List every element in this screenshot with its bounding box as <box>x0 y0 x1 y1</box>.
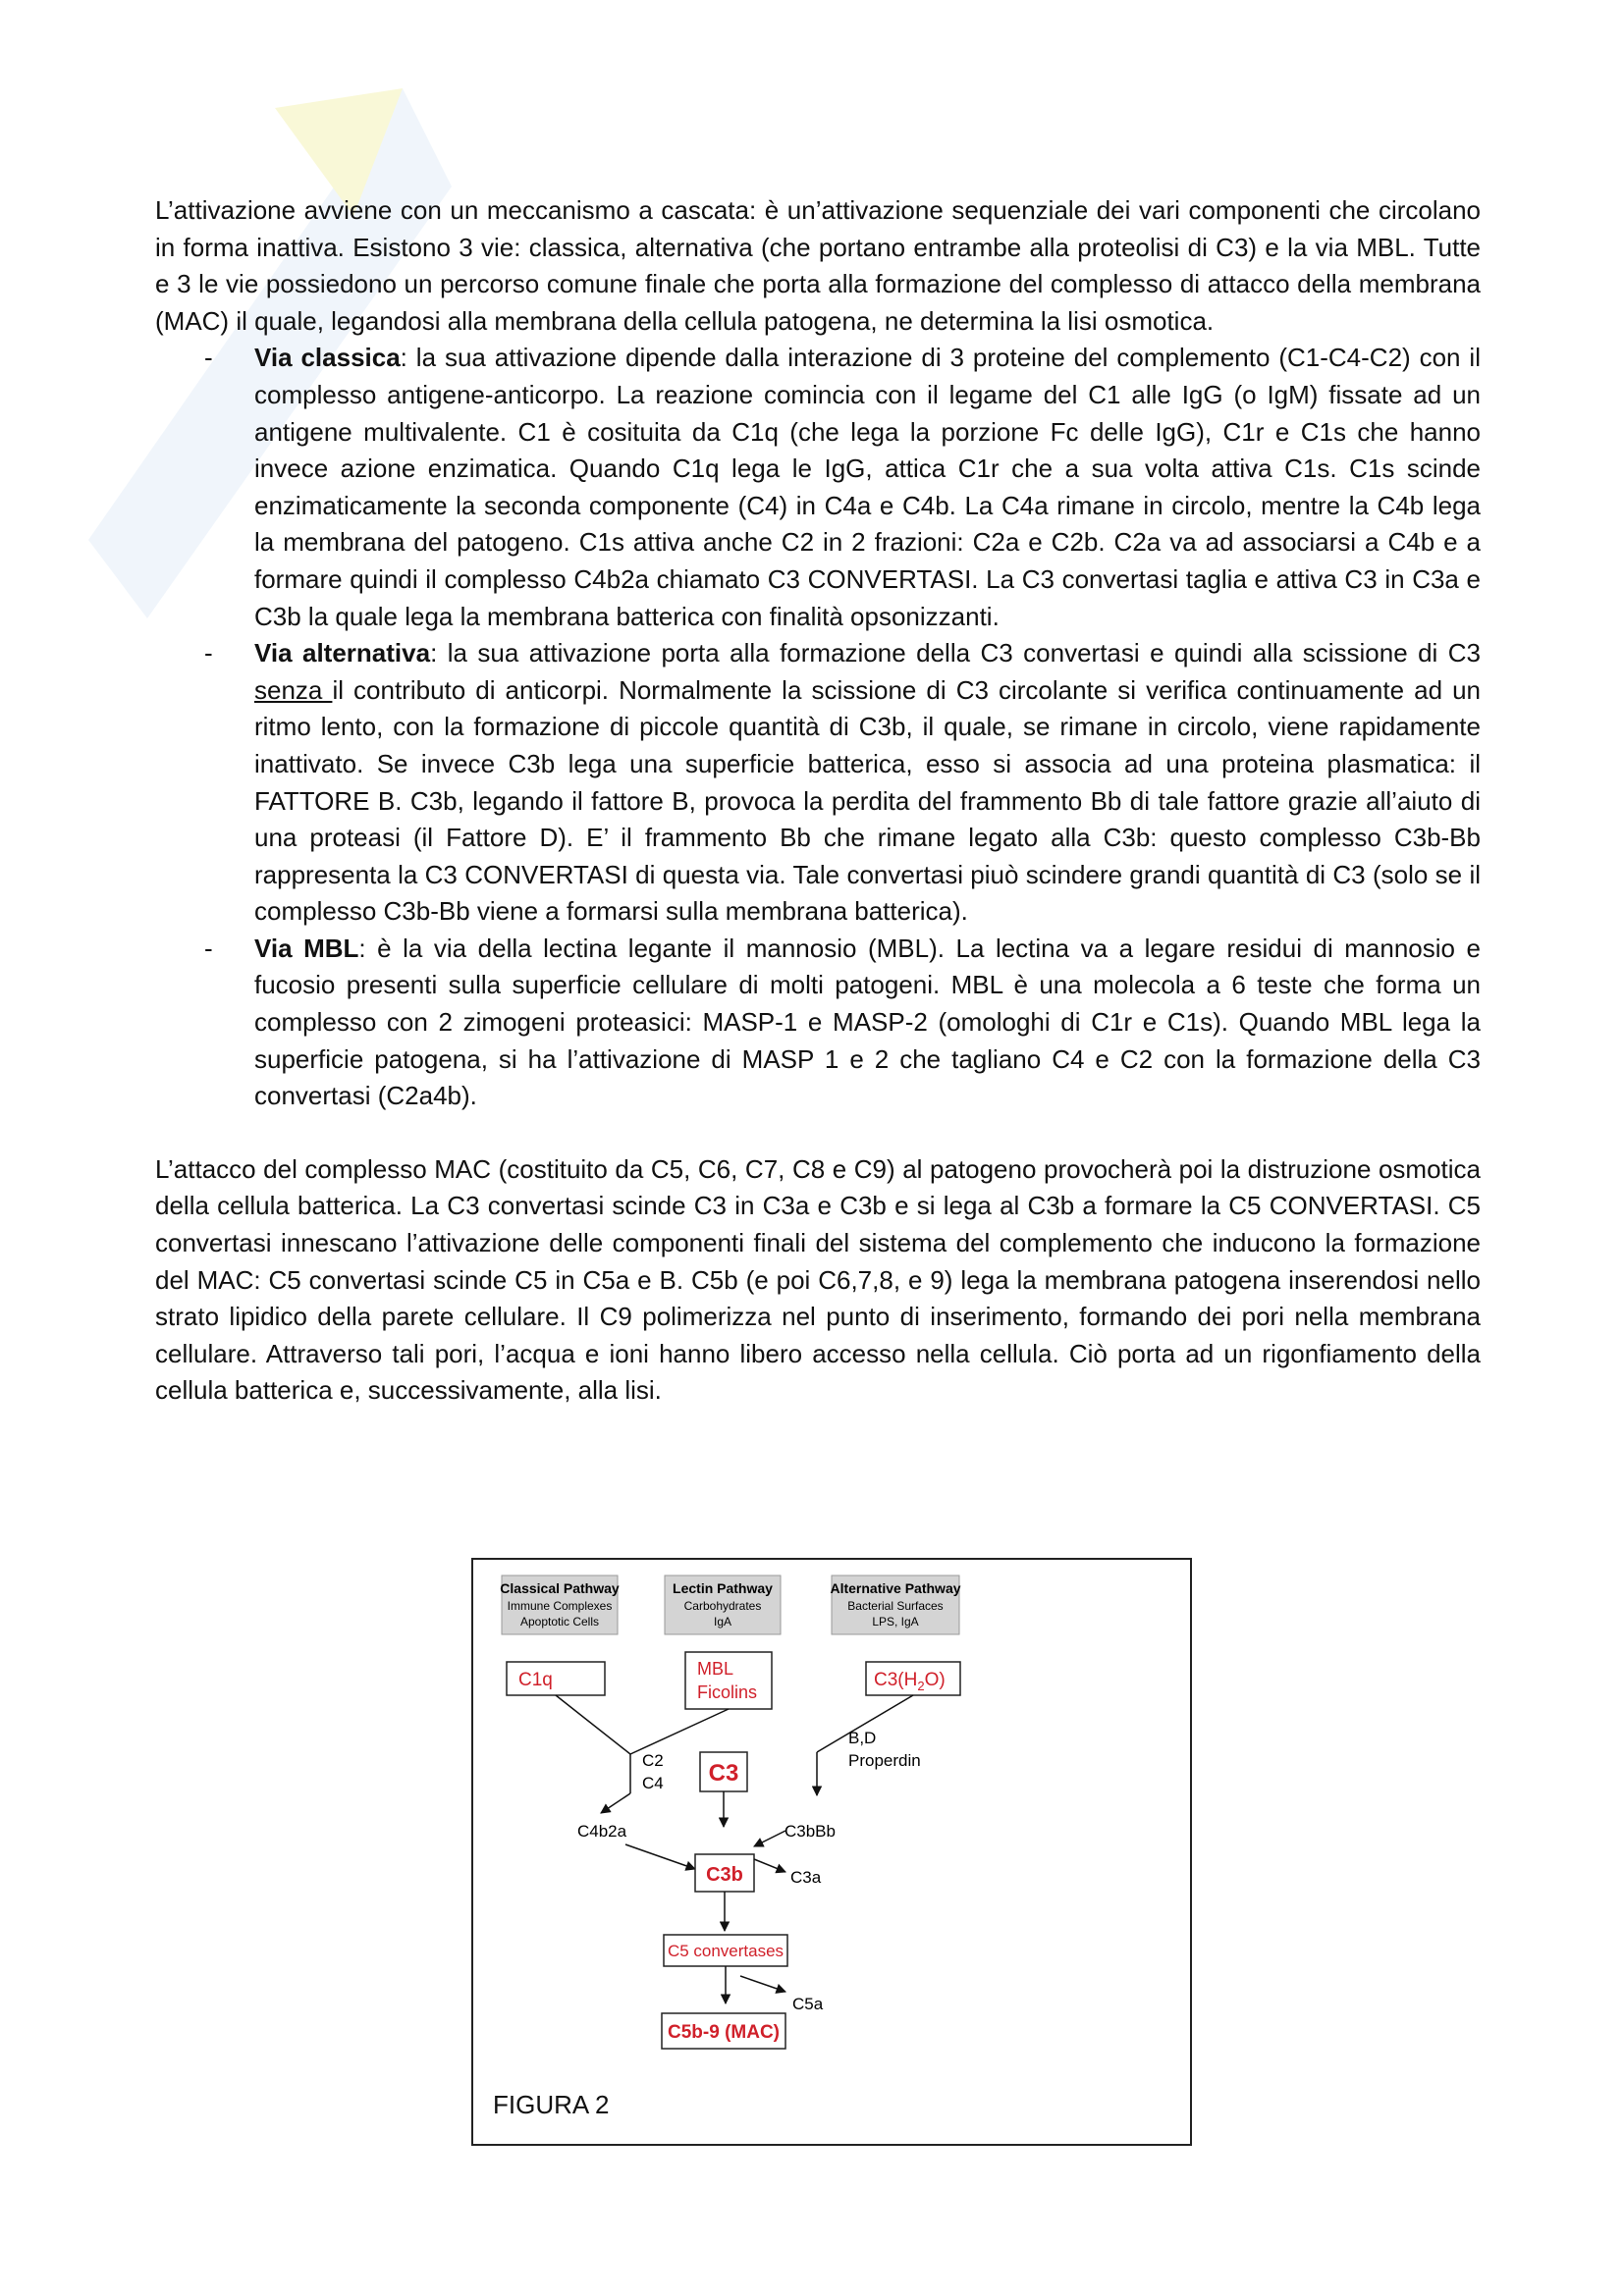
c3h2o-label: $C3(H_2O)$ <box>874 1670 946 1693</box>
c3-label: C3 <box>708 1760 739 1787</box>
item-text: : la sua attivazione dipende dalla interazione di 3 proteine del complemento (C1-C4-C2) con il complesso antigene-anticorpo. La reazione comincia con il legame del C1 alle IgG (o IgM) fissate ad un antigene multivalente. C1 è cosituita da C1q (che lega la porzione Fc delle IgG), C1r e C1s che hanno invece azione enzimatica. Quando C1q lega le IgG, attica C1r che a sua volta attiva C1s. C1s scinde enzimaticamente la seconda componente (C4) in C4a e C4b. La C4a rimane in circolo, mentre la C4b lega la membrana del patogeno. C1s attiva anche C2 in 2 frazioni: C2a e C2b. C2a va ad associarsi a C4b e a formare quindi il complesso C4b2a chiamato C3 CONVERTASI. La C3 convertasi taglia e attiva C3 in C3a e C3b la quale lega la membrana batterica con finalità opsonizzanti. <box>254 343 1481 631</box>
pathway-list <box>155 340 1481 1114</box>
mbl-label: MBL <box>697 1659 734 1679</box>
list-dash: - <box>204 933 213 963</box>
c3b-label: C3b <box>706 1864 743 1886</box>
ficolins-label: Ficolins <box>697 1682 758 1702</box>
alternative-pathway-title: Alternative Pathway <box>830 1580 961 1596</box>
c3bbb-label: C3bBb <box>784 1822 836 1841</box>
list-item-alternative <box>155 635 1481 931</box>
conclusion-paragraph: L’attacco del complesso MAC (costituito da C5, C6, C7, C8 e C9) al patogeno provocherà poi la distruzione osmotica della cellula batterica. La C3 convertasi scinde C3 in C3a e C3b e si lega al C3b a formare la C5 CONVERTASI. C5 convertasi innescano l’attivazione delle componenti finali del sistema del complemento che inducono la formazione del MAC: C5 convertasi scinde C5 in C5a e B. C5b (e poi C6,7,8, e 9) lega la membrana patogena inserendosi nello strato lipidico della parete cellulare. Il C9 polimerizza nel punto di inserimento, formando dei pori nella membrana cellulare. Attraverso tali pori, l’acqua e ioni hanno libero accesso nella cellula. Ciò porta ad un rigonfiamento della cellula batterica e, successivamente, alla lisi. <box>155 1153 1481 1406</box>
c5-convertases-box <box>664 1935 787 1966</box>
underlined-word: senza <box>254 674 333 705</box>
c3b-box <box>695 1854 754 1892</box>
alternative-pathway-line1: Bacterial Surfaces <box>847 1599 944 1613</box>
bd-label: B,D <box>848 1729 877 1747</box>
classical-pathway-title: Classical Pathway <box>500 1580 620 1596</box>
mbl-ficolins-box <box>685 1652 772 1709</box>
complement-pathway-figure <box>471 1558 1192 2146</box>
c4b2a-to-c3b-arrow <box>625 1844 695 1869</box>
c3h2o-box <box>866 1662 960 1695</box>
lectin-pathway-title: Lectin Pathway <box>673 1580 773 1596</box>
intro-paragraph: L’attivazione avviene con un meccanismo a cascata: è un’attivazione sequenziale dei vari componenti che circolano in forma inattiva. Esistono 3 vie: classica, alternativa (che portano entrambe alla proteolisi di C3) e la via MBL. Tutte e 3 le vie possiedono un percorso comune finale che porta alla formazione del complesso di attacco della membrana (MAC) il quale, legandosi alla membrana della cellula patogena, ne determina la lisi osmotica. <box>155 195 1481 336</box>
item-title: Via classica <box>254 343 401 373</box>
alternative-pathway-box <box>830 1575 960 1634</box>
classical-pathway-line1: Immune Complexes <box>507 1599 613 1613</box>
properdin-label: Properdin <box>848 1751 921 1770</box>
c4-label: C4 <box>642 1774 664 1792</box>
c5a-arrow <box>740 1976 785 1992</box>
figure-caption: FIGURA 2 <box>493 2090 610 2119</box>
lectin-pathway-box <box>665 1575 781 1634</box>
mac-box <box>662 2013 785 2049</box>
item-text: il contributo di anticorpi. Normalmente la scissione di C3 circolante si verifica continuamente ad un ritmo lento, con la formazione di piccole quantità di C3b, il quale, se rimane in circolo, viene rapidamente inattivato. Se invece C3b lega una superficie batterica, esso si associa ad una proteina plasmatica: il FATTORE B. C3b, legando il fattore B, provoca la perdita del frammento Bb di tale fattore grazie all’aiuto di una proteasi (il Fattore D). E’ il frammento Bb che rimane legato alla C3b: questo complesso C3b-Bb rappresenta la C3 CONVERTASI di questa via. Tale convertasi piuò scindere grandi quantità di C3 (solo se il complesso C3b-Bb viene a formarsi sulla membrana batterica). <box>254 674 1481 927</box>
lectin-pathway-line2: IgA <box>713 1615 732 1629</box>
list-dash: - <box>204 343 213 373</box>
c1q-box <box>507 1662 605 1695</box>
item-text: : è la via della lectina legante il mannosio (MBL). La lectina va a legare residui di mannosio e fucosio presenti sulla superficie cellulare di molti patogeni. MBL è una molecola a 6 teste che forma un complesso con 2 zimogeni proteasici: MASP-1 e MASP-2 (omologhi di C1r e C1s). Quando MBL lega la superficie patogena, si ha l’attivazione di MASP 1 e 2 che tagliano C4 e C2 con la formazione della C3 convertasi (C2a4b). <box>254 933 1481 1111</box>
list-item-classical <box>155 340 1481 635</box>
c5a-label: C5a <box>792 1995 824 2013</box>
item-text: : la sua attivazione porta alla formazione della C3 convertasi e quindi alla scissione di C3 <box>430 638 1481 668</box>
lectin-pathway-line1: Carbohydrates <box>683 1599 762 1613</box>
c4b2a-label: C4b2a <box>577 1822 627 1841</box>
body-text <box>155 192 1481 1410</box>
c1q-label: C1q <box>518 1670 553 1690</box>
item-title: Via alternativa <box>254 638 431 668</box>
c3bbb-to-c3-arrow <box>754 1831 785 1846</box>
list-dash: - <box>204 638 213 668</box>
c3-box <box>700 1752 747 1791</box>
to-c4b2a-arrow <box>601 1793 630 1813</box>
classical-pathway-line2: Apoptotic Cells <box>519 1615 600 1629</box>
lectin-arrow-line <box>630 1709 729 1754</box>
classical-arrow-line <box>556 1695 630 1754</box>
c5-convertases-label: C5 convertases <box>667 1942 784 1960</box>
classical-pathway-box <box>500 1575 620 1634</box>
alternative-pathway-line2: LPS, IgA <box>872 1615 919 1629</box>
c3a-label: C3a <box>790 1868 822 1887</box>
item-title: Via MBL <box>254 933 359 963</box>
mac-label: C5b-9 (MAC) <box>668 2022 780 2043</box>
c2-label: C2 <box>642 1751 664 1770</box>
c3a-arrow <box>754 1859 785 1872</box>
pathway-diagram <box>473 1560 1190 2144</box>
list-item-mbl <box>155 931 1481 1115</box>
